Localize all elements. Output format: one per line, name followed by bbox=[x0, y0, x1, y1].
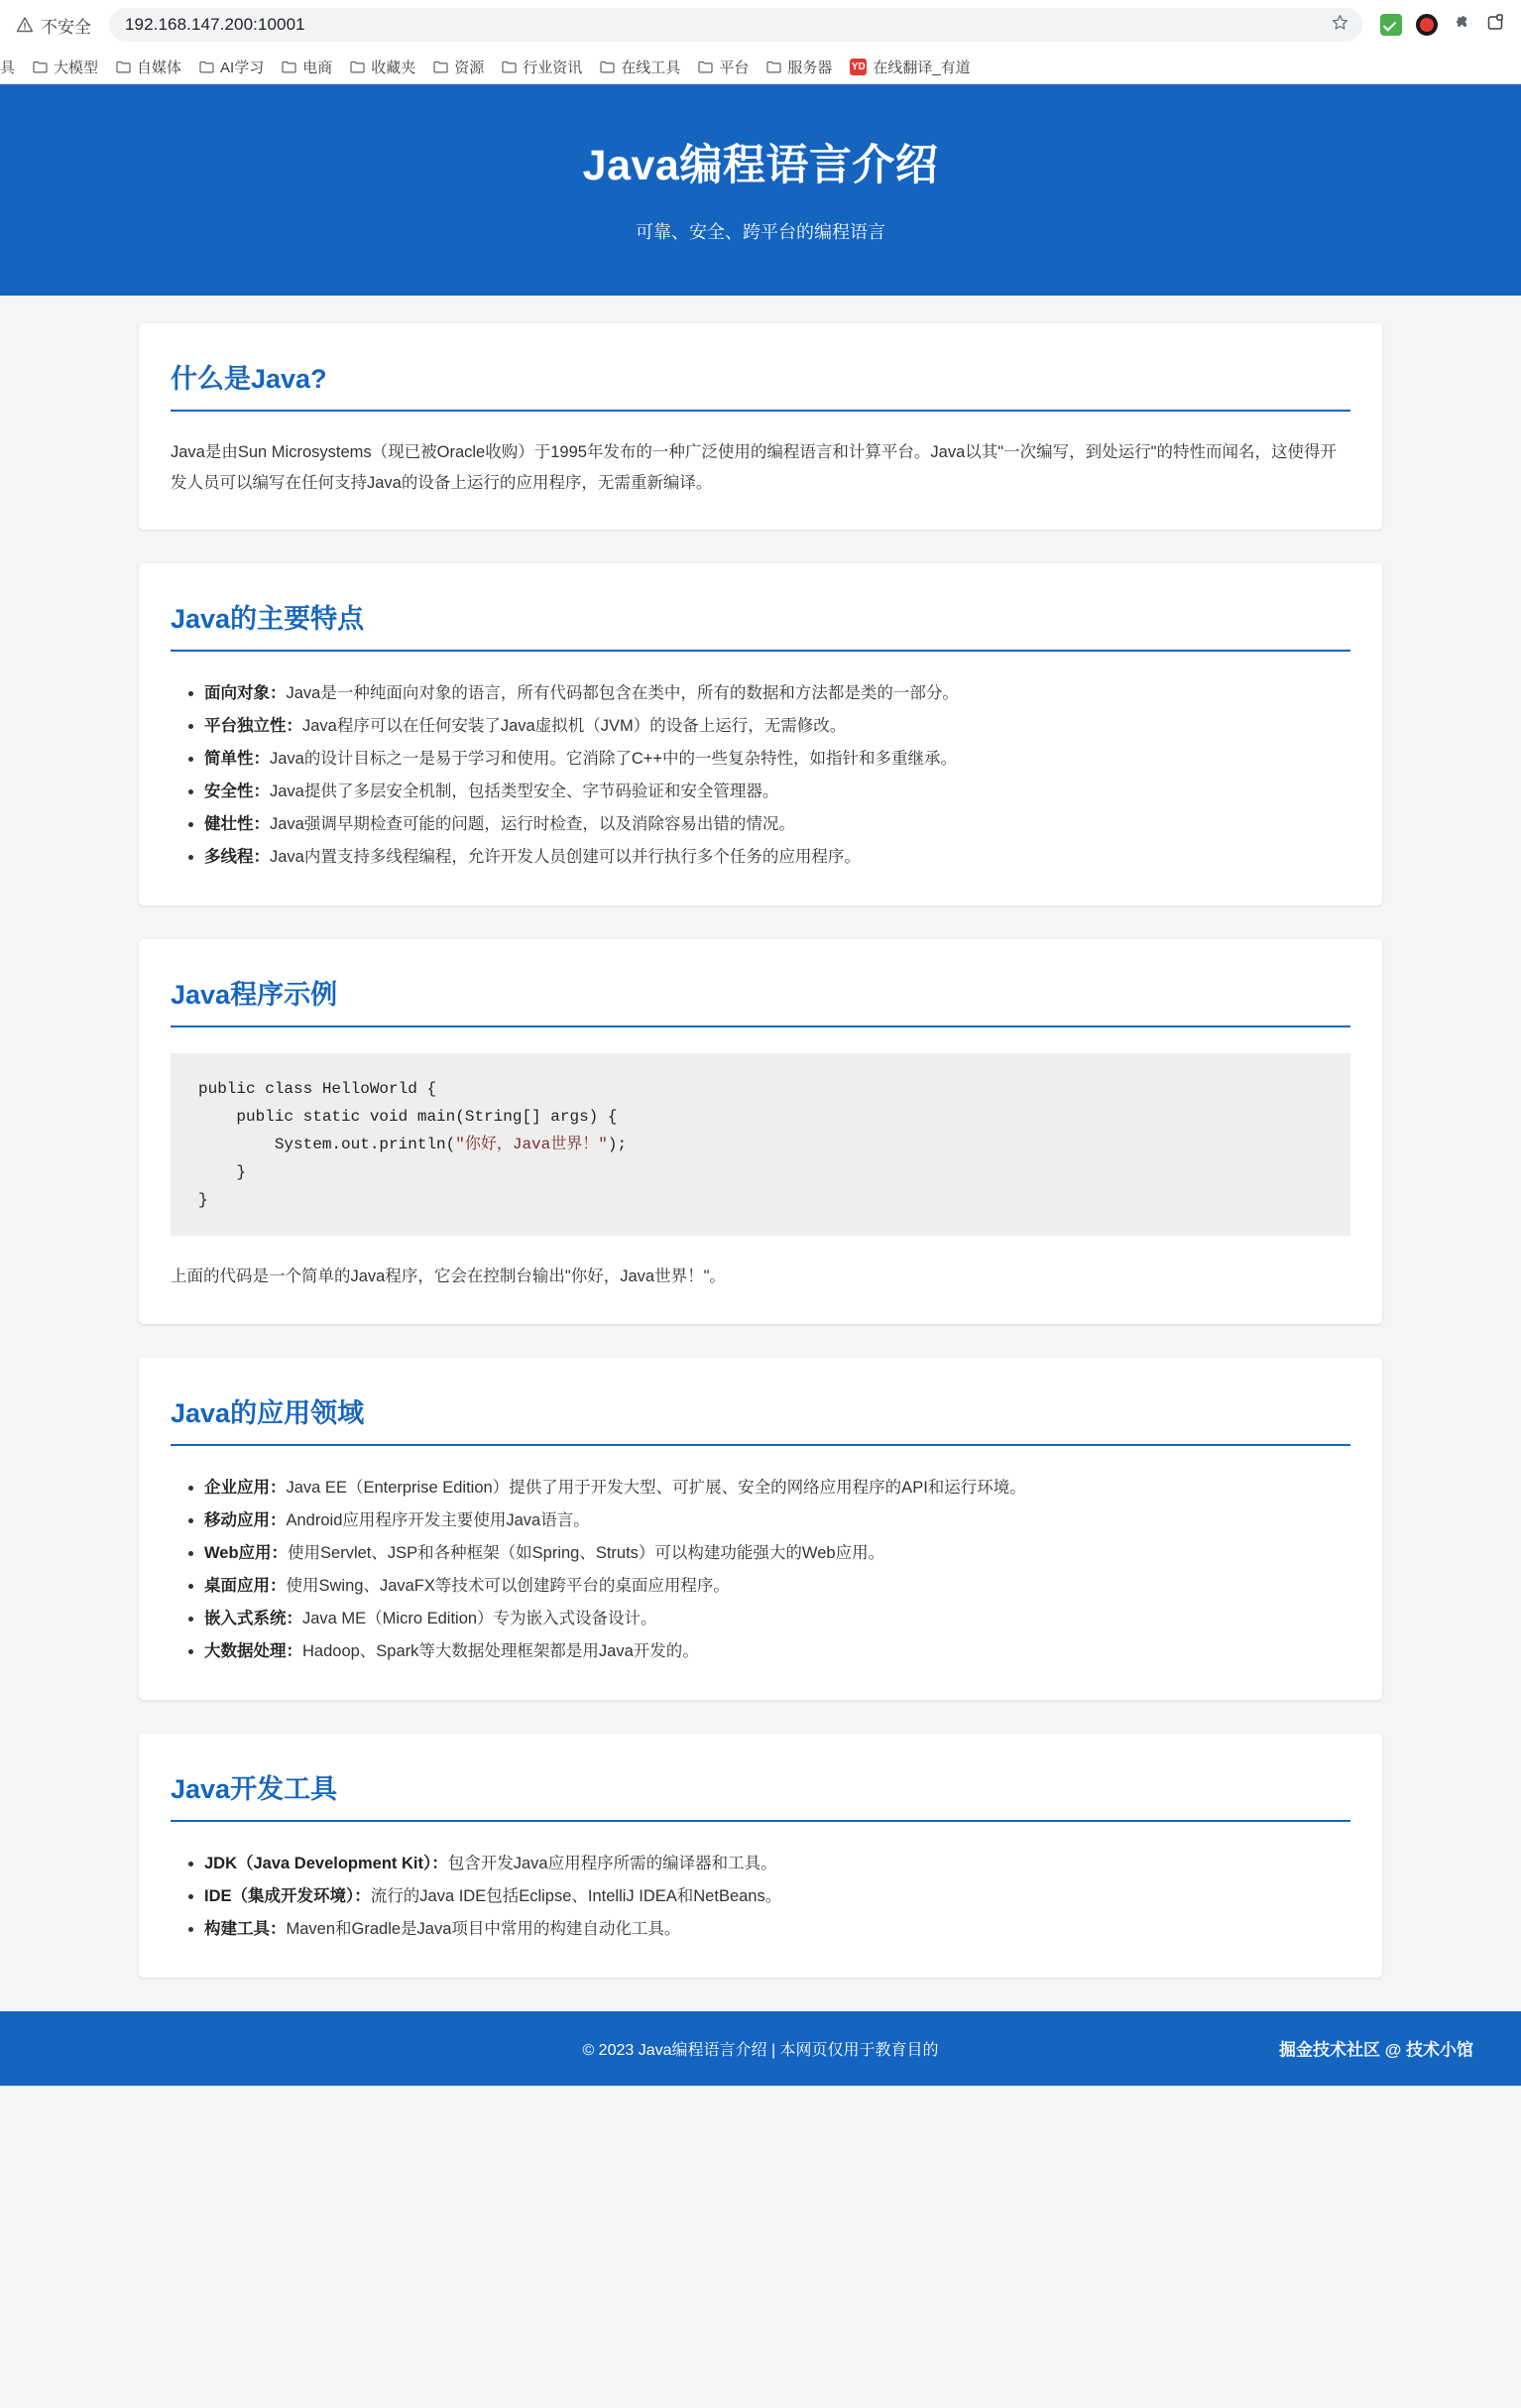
folder-icon bbox=[116, 60, 131, 73]
bookmark-label: 平台 bbox=[719, 59, 750, 76]
bookmark-label: 大模型 bbox=[54, 59, 99, 76]
list-item-term: 面向对象： bbox=[204, 684, 287, 703]
section-paragraph: Java是由Sun Microsystems（现已被Oracle收购）于1995年发布的一种广泛使用的编程语言和计算平台。Java以其"一次编写，到处运行"的特性而闻名，这使得开发人员可以编写在任何支持Java的设备上运行的应用程序，无需重新编译。 bbox=[171, 443, 1338, 492]
list-item bbox=[204, 1848, 1350, 1880]
extensions-puzzle-icon[interactable] bbox=[1452, 13, 1471, 38]
list-item-desc: Java强调早期检查可能的问题，运行时检查，以及消除容易出错的情况。 bbox=[270, 815, 795, 834]
list-item-desc: Java ME（Micro Edition）专为嵌入式设备设计。 bbox=[302, 1609, 657, 1627]
list-item-desc: Java提供了多层安全机制，包括类型安全、字节码验证和安全管理器。 bbox=[270, 783, 779, 801]
section-what-is-java bbox=[139, 323, 1382, 530]
section-example bbox=[139, 939, 1382, 1324]
bookmark-label: 具 bbox=[0, 59, 16, 76]
browser-chrome bbox=[0, 0, 1521, 84]
section-applications bbox=[139, 1358, 1382, 1700]
list-item-term: 简单性： bbox=[204, 750, 270, 769]
list-item bbox=[204, 1635, 1350, 1668]
bookmark-label: 在线翻译_有道 bbox=[873, 59, 971, 76]
list-item bbox=[204, 1537, 1350, 1570]
bookmark-item[interactable] bbox=[759, 53, 840, 81]
section-heading: Java的主要特点 bbox=[171, 597, 1350, 652]
bookmark-label: 收藏夹 bbox=[371, 59, 416, 76]
code-string-literal: "你好，Java世界！" bbox=[455, 1136, 608, 1154]
list-item-term: JDK（Java Development Kit）： bbox=[204, 1854, 448, 1872]
section-heading: 什么是Java? bbox=[171, 357, 1350, 412]
folder-icon bbox=[282, 60, 296, 73]
folder-icon bbox=[600, 60, 615, 73]
footer-text: © 2023 Java编程语言介绍 | 本网页仅用于教育目的 bbox=[582, 2041, 939, 2059]
list-item-term: 嵌入式系统： bbox=[204, 1609, 302, 1627]
code-line: public class HelloWorld { bbox=[198, 1080, 437, 1099]
folder-icon bbox=[433, 60, 448, 73]
folder-icon bbox=[350, 60, 365, 73]
bookmark-label: 自媒体 bbox=[137, 59, 182, 76]
bookmark-label: AI学习 bbox=[220, 59, 265, 76]
list-item-desc: 流行的Java IDE包括Eclipse、IntelliJ IDEA和NetBeans。 bbox=[370, 1886, 782, 1905]
list-item bbox=[204, 1472, 1350, 1505]
section-heading: Java的应用领域 bbox=[171, 1391, 1350, 1446]
section-features bbox=[139, 563, 1382, 905]
security-label: 不安全 bbox=[41, 17, 91, 37]
bookmark-label: 服务器 bbox=[787, 59, 833, 76]
list-item-term: IDE（集成开发环境）： bbox=[204, 1886, 371, 1905]
list-item-term: 构建工具： bbox=[204, 1919, 287, 1938]
folder-icon bbox=[502, 60, 517, 73]
bookmark-item[interactable] bbox=[342, 53, 423, 81]
list-item-desc: Java内置支持多线程编程，允许开发人员创建可以并行执行多个任务的应用程序。 bbox=[270, 848, 861, 867]
list-item-term: 多线程： bbox=[204, 848, 270, 867]
list-item-term: 大数据处理： bbox=[204, 1641, 302, 1660]
omnibox-actions bbox=[1362, 13, 1505, 38]
footer-watermark: 掘金技术社区 @ 技术小馆 bbox=[1278, 2040, 1473, 2060]
page-subtitle: 可靠、安全、跨平台的编程语言 bbox=[636, 222, 885, 242]
list-item-desc: Java EE（Enterprise Edition）提供了用于开发大型、可扩展、安全的网络应用程序的API和运行环境。 bbox=[286, 1478, 1026, 1497]
bookmark-label: 在线工具 bbox=[621, 59, 681, 76]
list-item bbox=[204, 743, 1350, 776]
folder-icon bbox=[33, 60, 48, 73]
list-item-desc: 包含开发Java应用程序所需的编译器和工具。 bbox=[447, 1854, 777, 1872]
list-item-term: 安全性： bbox=[204, 783, 270, 801]
list-item-desc: Java的设计目标之一是易于学习和使用。它消除了C++中的一些复杂特性，如指针和多重继承。 bbox=[270, 750, 958, 769]
list-item-desc: 使用Servlet、JSP和各种框架（如Spring、Struts）可以构建功能强大的Web应用。 bbox=[288, 1543, 885, 1562]
bookmark-item[interactable] bbox=[690, 53, 757, 81]
code-line-prefix: System.out.println( bbox=[198, 1136, 456, 1154]
warning-triangle-icon bbox=[16, 16, 34, 34]
bookmark-label: 电商 bbox=[302, 59, 333, 76]
list-item bbox=[204, 710, 1350, 743]
omnibox-row bbox=[0, 0, 1521, 50]
code-line: } bbox=[198, 1163, 247, 1182]
list-item-desc: Java程序可以在任何安装了Java虚拟机（JVM）的设备上运行，无需修改。 bbox=[302, 717, 847, 736]
list-item-term: 桌面应用： bbox=[204, 1576, 287, 1595]
bookmark-label: 资源 bbox=[454, 59, 485, 76]
page-footer bbox=[0, 2011, 1521, 2086]
code-line-suffix: ); bbox=[607, 1136, 628, 1154]
list-item bbox=[204, 1570, 1350, 1603]
list-item-desc: 使用Swing、JavaFX等技术可以创建跨平台的桌面应用程序。 bbox=[286, 1576, 730, 1595]
list-item bbox=[204, 1913, 1350, 1946]
bookmark-item[interactable] bbox=[425, 53, 492, 81]
url-text: 192.168.147.200:10001 bbox=[125, 15, 305, 34]
list-item bbox=[204, 776, 1350, 808]
page-content bbox=[0, 84, 1521, 2086]
bookmark-star-icon[interactable] bbox=[1332, 14, 1348, 36]
security-status[interactable] bbox=[16, 13, 103, 38]
bookmark-label: 行业资讯 bbox=[523, 59, 583, 76]
bookmark-item[interactable] bbox=[0, 53, 23, 81]
address-bar[interactable] bbox=[109, 8, 1362, 42]
bookmark-item[interactable] bbox=[191, 53, 272, 81]
content-container bbox=[139, 296, 1382, 1978]
bookmark-item[interactable] bbox=[108, 53, 189, 81]
list-item bbox=[204, 1603, 1350, 1635]
list-item-term: 移动应用： bbox=[204, 1510, 287, 1529]
extension-record-icon[interactable] bbox=[1416, 14, 1438, 36]
page-title: Java编程语言介绍 bbox=[582, 142, 939, 189]
code-block bbox=[171, 1053, 1350, 1236]
list-item-term: 平台独立性： bbox=[204, 717, 302, 736]
list-item bbox=[204, 1880, 1350, 1913]
folder-icon bbox=[766, 60, 781, 73]
applications-list bbox=[171, 1472, 1350, 1668]
tools-list bbox=[171, 1848, 1350, 1946]
bookmark-item[interactable] bbox=[25, 53, 106, 81]
list-item-desc: Java是一种纯面向对象的语言，所有代码都包含在类中，所有的数据和方法都是类的一部分。 bbox=[286, 684, 959, 703]
code-note: 上面的代码是一个简单的Java程序，它会在控制台输出"你好，Java世界！"。 bbox=[171, 1267, 726, 1286]
list-item-desc: Android应用程序开发主要使用Java语言。 bbox=[286, 1510, 590, 1529]
list-item-desc: Maven和Gradle是Java项目中常用的构建自动化工具。 bbox=[286, 1919, 681, 1938]
section-heading: Java开发工具 bbox=[171, 1767, 1350, 1822]
list-item bbox=[204, 808, 1350, 841]
bookmark-item[interactable] bbox=[592, 53, 688, 81]
features-list bbox=[171, 677, 1350, 874]
extension-checkmark-icon[interactable] bbox=[1380, 14, 1402, 36]
folder-icon bbox=[698, 60, 713, 73]
list-item-term: 健壮性： bbox=[204, 815, 270, 834]
bookmark-item[interactable] bbox=[494, 53, 590, 81]
youdao-icon: YD bbox=[850, 59, 867, 75]
list-item bbox=[204, 841, 1350, 874]
bookmark-item[interactable] bbox=[842, 53, 978, 81]
bookmarks-bar bbox=[0, 50, 1521, 84]
page-header bbox=[0, 84, 1521, 296]
section-tools bbox=[139, 1734, 1382, 1978]
browser-menu-icon[interactable] bbox=[1485, 13, 1505, 38]
folder-icon bbox=[199, 60, 214, 73]
bookmark-item[interactable] bbox=[274, 53, 340, 81]
code-line: } bbox=[198, 1191, 208, 1210]
code-line: public static void main(String[] args) { bbox=[198, 1108, 618, 1127]
list-item-desc: Hadoop、Spark等大数据处理框架都是用Java开发的。 bbox=[302, 1641, 699, 1660]
section-heading: Java程序示例 bbox=[171, 973, 1350, 1027]
list-item-term: Web应用： bbox=[204, 1543, 289, 1562]
list-item-term: 企业应用： bbox=[204, 1478, 287, 1497]
list-item bbox=[204, 1505, 1350, 1537]
list-item bbox=[204, 677, 1350, 710]
